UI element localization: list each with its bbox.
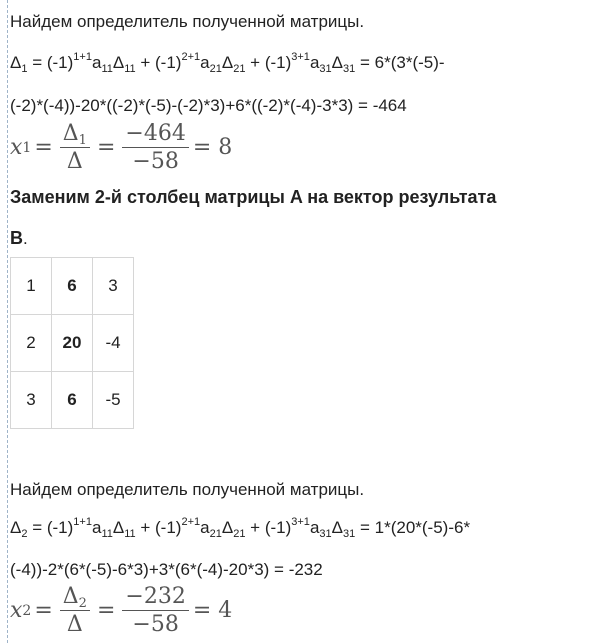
section2-expansion: $\Delta_2 = (-1)^{1+1}a_{11}\Delta_{11} + (-1)^{2+1}a_{21}\Delta_{21} + (-1)^{3+1}a_{31}\Delta_{31} = 1*(20*(-5)-6*$ [10, 516, 471, 540]
section1-expansion: $\Delta_1 = (-1)^{1+1}a_{11}\Delta_{11} + (-1)^{2+1}a_{21}\Delta_{21} + (-1)^{3+1}a_{31}\Delta_{31} = 6*(3*(-5)-$ [10, 51, 445, 75]
section1-intro: Найдем определитель полученной матрицы. [10, 12, 365, 31]
matrix-cell: 2 [11, 315, 52, 372]
matrix-cell: -5 [93, 372, 134, 429]
matrix-cell: 6 [52, 372, 93, 429]
matrix-cell: 20 [52, 315, 93, 372]
table-row [11, 315, 134, 372]
matrix-cell: 3 [11, 372, 52, 429]
section1-continuation: (-2)*(-4))-20*((-2)*(-5)-(-2)*3)+6*((-2)*(-4)-3*3) = -464 [10, 96, 407, 115]
value-ratio-fraction: $\frac{-464}{-58}$ [122, 122, 188, 173]
section1-x-formula: x 1 = $\frac{\Delta_1}{\Delta}$ = $\frac{-464}{-58}$ = 8 [10, 121, 233, 175]
matrix-table [10, 257, 134, 429]
matrix-cell: -4 [93, 315, 134, 372]
section2-intro: Найдем определитель полученной матрицы. [10, 480, 365, 499]
left-margin-dashed-line [7, 0, 8, 643]
section2-x-formula: x 2 = $\frac{\Delta_2}{\Delta}$ = $\frac{-232}{-58}$ = 4 [10, 584, 233, 638]
matrix-cell: 1 [11, 258, 52, 315]
value-ratio-fraction: $\frac{-232}{-58}$ [122, 585, 188, 636]
delta-ratio-fraction: $\frac{\Delta_2}{\Delta}$ [60, 585, 90, 636]
matrix-cell: 3 [93, 258, 134, 315]
section2-continuation: (-4))-2*(6*(-5)-6*3)+3*(6*(-4)-20*3) = -232 [10, 560, 323, 579]
table-row [11, 258, 134, 315]
matrix-cell: 6 [52, 258, 93, 315]
replace-column-heading-cont: B. [10, 228, 28, 248]
delta-ratio-fraction: $\frac{\Delta_1}{\Delta}$ [60, 122, 90, 173]
table-row [11, 372, 134, 429]
replace-column-heading: Заменим 2-й столбец матрицы A на вектор результата [10, 187, 497, 207]
